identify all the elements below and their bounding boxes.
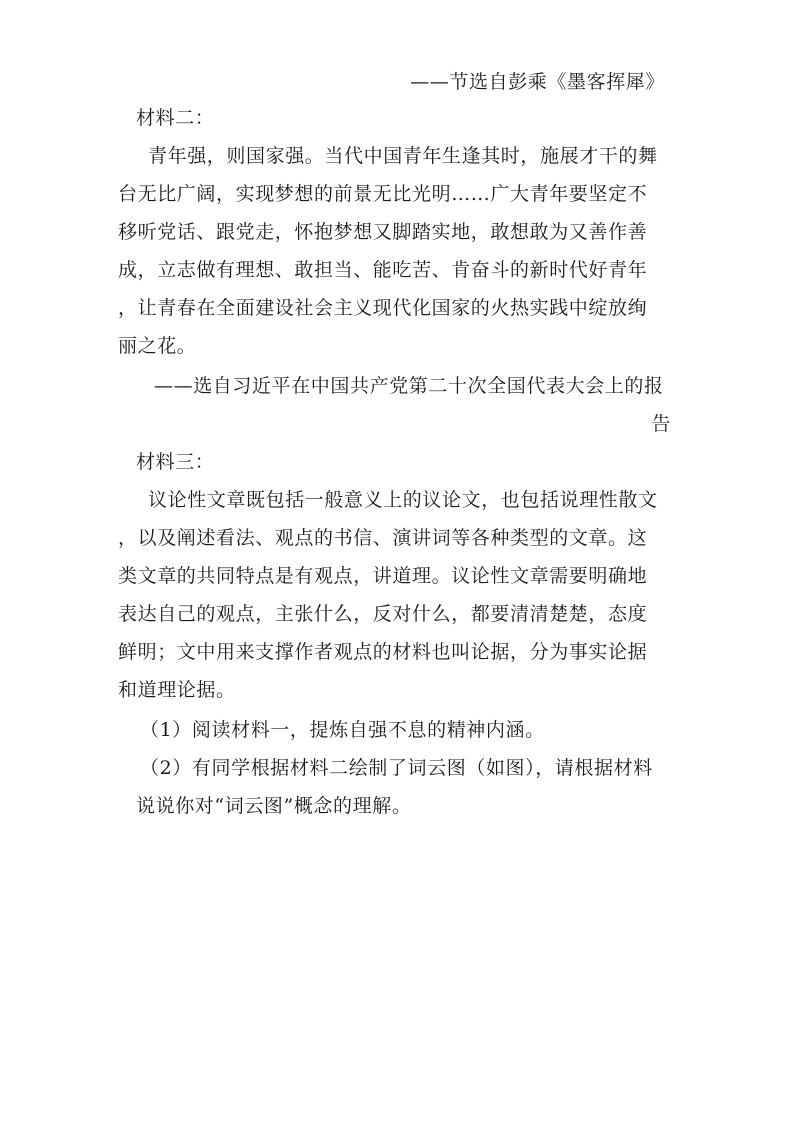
material3-heading: 材料三： (136, 451, 215, 473)
question-1: （1）阅读材料一，提炼自强不息的精神内涵。 (140, 719, 545, 741)
material2-attribution: ——选自习近平在中国共产党第二十次全国代表大会上的报 (154, 375, 664, 397)
material3-line: 议论性文章既包括一般意义上的议论文，也包括说理性散文 (148, 489, 658, 511)
material2-attribution-cont: 告 (651, 413, 671, 435)
material3-line: 鲜明；文中用来支撑作者观点的材料也叫论据，分为事实论据 (118, 641, 648, 663)
material3-line: 类文章的共同特点是有观点，讲道理。议论性文章需要明确地 (118, 565, 648, 587)
material2-line: ，让青春在全面建设社会主义现代化国家的火热实践中绽放绚 (118, 297, 648, 319)
material2-line: 青年强，则国家强。当代中国青年生逢其时，施展才干的舞 (148, 145, 658, 167)
question-2-cont: 说说你对“词云图”概念的理解。 (136, 795, 412, 817)
question-2: （2）有同学根据材料二绘制了词云图（如图），请根据材料 (140, 757, 653, 779)
material3-line: 表达自己的观点，主张什么，反对什么，都要清清楚楚，态度 (118, 603, 648, 625)
material3-line: 和道理论据。 (118, 679, 236, 701)
material3-line: ，以及阐述看法、观点的书信、演讲词等各种类型的文章。这 (118, 527, 648, 549)
material2-heading: 材料二： (136, 107, 215, 129)
material2-line: 丽之花。 (118, 335, 197, 357)
material2-line: 移听党话、跟党走，怀抱梦想又脚踏实地，敢想敢为又善作善 (118, 221, 648, 243)
material1-attribution: ——节选自彭乘《墨客挥犀》 (410, 71, 665, 93)
material2-line: 成，立志做有理想、敢担当、能吃苦、肯奋斗的新时代好青年 (118, 259, 648, 281)
material2-line: 台无比广阔，实现梦想的前景无比光明……广大青年要坚定不 (118, 183, 648, 205)
